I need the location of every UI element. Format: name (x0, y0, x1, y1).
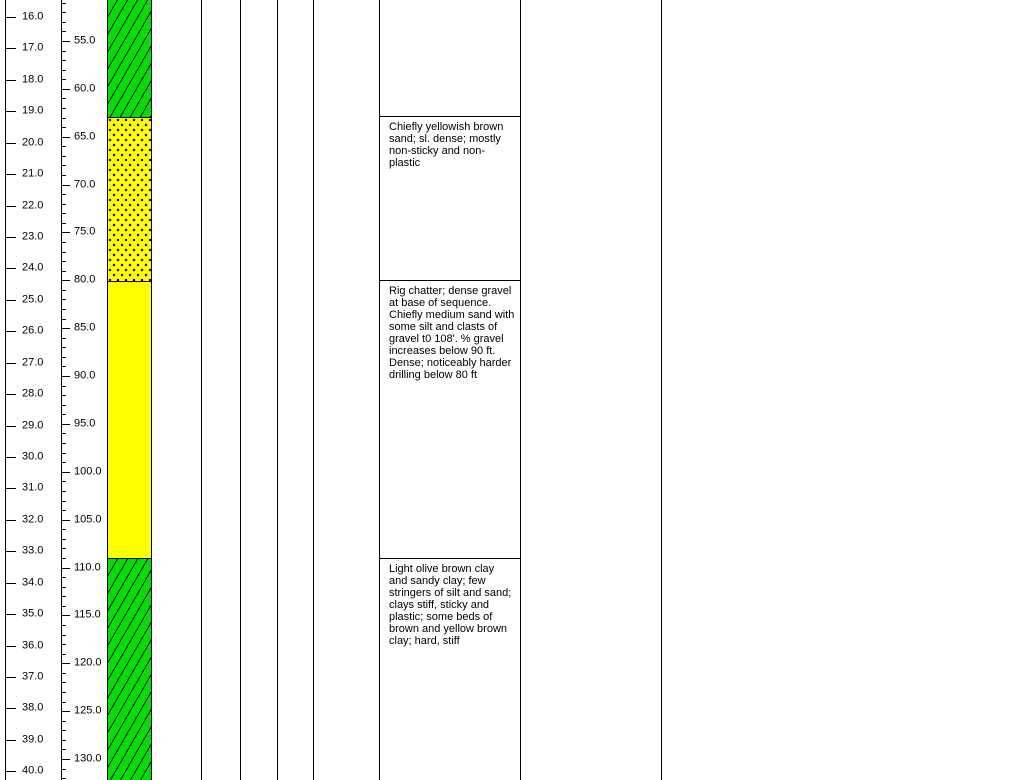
column-divider-line (201, 0, 202, 780)
depth-label-meters: 37.0 (22, 670, 44, 683)
depth-label-feet: 70.0 (74, 178, 96, 191)
lithology-description: Chiefly yellowish brown sand; sl. dense; mostly non-sticky and non-plastic (389, 121, 504, 169)
depth-label-meters: 16.0 (22, 10, 44, 23)
depth-tick-feet-major (61, 759, 70, 760)
depth-tick-meters (5, 143, 16, 144)
depth-tick-feet-minor (61, 156, 66, 157)
depth-tick-feet-major (61, 376, 70, 377)
depth-tick-feet-minor (61, 395, 66, 396)
depth-tick-feet-minor (61, 22, 66, 23)
depth-tick-feet-minor (61, 194, 66, 195)
lithology-segment-clay (108, 0, 151, 117)
depth-label-meters: 40.0 (22, 764, 44, 777)
depth-label-meters: 26.0 (22, 324, 44, 337)
description-box (380, 558, 520, 780)
depth-tick-meters (5, 488, 16, 489)
depth-tick-feet-minor (61, 309, 66, 310)
depth-tick-feet-minor (61, 12, 66, 13)
depth-tick-meters (5, 268, 16, 269)
depth-tick-feet-minor (61, 51, 66, 52)
column-divider-line (277, 0, 278, 780)
depth-tick-feet-minor (61, 462, 66, 463)
depth-tick-feet-minor (61, 79, 66, 80)
depth-tick-feet-minor (61, 357, 66, 358)
lithology-segment-sand (108, 281, 151, 558)
depth-tick-feet-minor (61, 299, 66, 300)
depth-tick-meters (5, 394, 16, 395)
depth-tick-feet-minor (61, 740, 66, 741)
depth-tick-feet-minor (61, 529, 66, 530)
depth-tick-feet-minor (61, 319, 66, 320)
description-box (380, 116, 520, 280)
depth-tick-meters (5, 614, 16, 615)
depth-label-feet: 120.0 (74, 656, 102, 669)
depth-tick-feet-minor (61, 175, 66, 176)
depth-tick-feet-minor (61, 414, 66, 415)
depth-tick-feet-minor (61, 501, 66, 502)
depth-tick-feet-minor (61, 204, 66, 205)
depth-tick-feet-minor (61, 721, 66, 722)
depth-tick-meters (5, 331, 16, 332)
depth-label-feet: 95.0 (74, 417, 96, 430)
depth-tick-feet-minor (61, 548, 66, 549)
depth-tick-feet-minor (61, 146, 66, 147)
depth-label-meters: 39.0 (22, 733, 44, 746)
depth-tick-feet-minor (61, 242, 66, 243)
depth-tick-feet-minor (61, 433, 66, 434)
depth-label-meters: 31.0 (22, 481, 44, 494)
depth-tick-feet-major (61, 663, 70, 664)
depth-tick-feet-major (61, 89, 70, 90)
depth-label-meters: 28.0 (22, 387, 44, 400)
depth-label-meters: 30.0 (22, 450, 44, 463)
depth-label-feet: 115.0 (74, 608, 101, 621)
depth-tick-feet-minor (61, 108, 66, 109)
depth-tick-feet-minor (61, 673, 66, 674)
depth-tick-feet-minor (61, 481, 66, 482)
depth-tick-feet-minor (61, 127, 66, 128)
depth-tick-feet-major (61, 424, 70, 425)
lithology-segment-sand-dotted (108, 117, 151, 281)
lithology-segment-clay (108, 558, 151, 780)
depth-label-feet: 125.0 (74, 704, 102, 717)
depth-label-feet: 100.0 (74, 465, 102, 478)
depth-tick-feet-minor (61, 453, 66, 454)
depth-tick-feet-minor (61, 213, 66, 214)
depth-label-meters: 19.0 (22, 104, 44, 117)
lithology-description: Rig chatter; dense gravel at base of sequence. Chiefly medium sand with some silt and clasts of gravel t0 108'. % gravel increases below 90 ft. Dense; noticeably harder drilling below 80 ft (389, 285, 515, 381)
depth-tick-meters (5, 300, 16, 301)
depth-axis-meters-line (5, 0, 6, 780)
depth-tick-feet-minor (61, 347, 66, 348)
lithology-description: Light olive brown clay and sandy clay; few stringers of silt and sand; clays stiff, sticky and plastic; some beds of brown and yellow brown clay; hard, stiff (389, 563, 512, 647)
depth-label-meters: 18.0 (22, 73, 44, 86)
column-divider-line (240, 0, 241, 780)
depth-tick-feet-minor (61, 271, 66, 272)
depth-tick-feet-minor (61, 338, 66, 339)
depth-tick-meters (5, 206, 16, 207)
depth-tick-feet-minor (61, 539, 66, 540)
depth-tick-meters (5, 646, 16, 647)
depth-label-feet: 85.0 (74, 321, 96, 334)
depth-tick-feet-major (61, 280, 70, 281)
description-column (379, 0, 521, 780)
depth-tick-meters (5, 48, 16, 49)
depth-label-meters: 24.0 (22, 261, 44, 274)
depth-tick-feet-major (61, 615, 70, 616)
depth-label-feet: 75.0 (74, 225, 96, 238)
depth-tick-feet-minor (61, 682, 66, 683)
depth-label-meters: 23.0 (22, 230, 44, 243)
depth-tick-feet-minor (61, 70, 66, 71)
depth-label-meters: 22.0 (22, 199, 44, 212)
depth-tick-feet-minor (61, 118, 66, 119)
depth-tick-meters (5, 80, 16, 81)
depth-tick-meters (5, 426, 16, 427)
depth-tick-feet-minor (61, 702, 66, 703)
depth-tick-feet-major (61, 711, 70, 712)
depth-tick-meters (5, 363, 16, 364)
depth-label-feet: 110.0 (74, 561, 101, 574)
depth-label-feet: 80.0 (74, 273, 96, 286)
depth-tick-feet-major (61, 472, 70, 473)
depth-label-meters: 21.0 (22, 167, 44, 180)
depth-tick-feet-minor (61, 730, 66, 731)
depth-tick-meters (5, 520, 16, 521)
depth-tick-meters (5, 174, 16, 175)
depth-tick-feet-major (61, 328, 70, 329)
description-box (380, 0, 520, 116)
depth-label-meters: 29.0 (22, 419, 44, 432)
depth-tick-feet-minor (61, 405, 66, 406)
depth-tick-feet-minor (61, 625, 66, 626)
depth-tick-feet-minor (61, 386, 66, 387)
depth-label-meters: 27.0 (22, 356, 44, 369)
depth-tick-feet-minor (61, 558, 66, 559)
depth-tick-feet-minor (61, 31, 66, 32)
depth-tick-feet-major (61, 232, 70, 233)
depth-tick-feet-minor (61, 606, 66, 607)
depth-label-feet: 65.0 (74, 130, 96, 143)
depth-tick-feet-minor (61, 261, 66, 262)
depth-tick-feet-minor (61, 778, 66, 779)
depth-tick-feet-minor (61, 510, 66, 511)
depth-tick-feet-minor (61, 290, 66, 291)
depth-label-meters: 17.0 (22, 41, 44, 54)
depth-tick-feet-major (61, 41, 70, 42)
depth-label-meters: 25.0 (22, 293, 44, 306)
depth-tick-feet-minor (61, 749, 66, 750)
depth-tick-meters (5, 583, 16, 584)
depth-tick-feet-minor (61, 443, 66, 444)
depth-tick-feet-minor (61, 223, 66, 224)
depth-label-feet: 105.0 (74, 513, 102, 526)
column-divider-line (661, 0, 662, 780)
depth-tick-meters (5, 740, 16, 741)
depth-label-meters: 34.0 (22, 576, 44, 589)
depth-tick-meters (5, 708, 16, 709)
depth-tick-feet-minor (61, 366, 66, 367)
depth-tick-feet-minor (61, 644, 66, 645)
depth-label-meters: 32.0 (22, 513, 44, 526)
depth-label-feet: 55.0 (74, 34, 96, 47)
depth-label-meters: 35.0 (22, 607, 44, 620)
lithology-column (107, 0, 152, 780)
depth-label-meters: 38.0 (22, 701, 44, 714)
description-box (380, 280, 520, 558)
depth-tick-feet-minor (61, 252, 66, 253)
depth-tick-feet-minor (61, 587, 66, 588)
depth-tick-feet-minor (61, 635, 66, 636)
depth-tick-meters (5, 111, 16, 112)
depth-label-feet: 60.0 (74, 82, 96, 95)
depth-tick-feet-minor (61, 769, 66, 770)
depth-tick-feet-minor (61, 596, 66, 597)
depth-label-meters: 36.0 (22, 639, 44, 652)
depth-label-feet: 130.0 (74, 752, 102, 765)
depth-tick-meters (5, 457, 16, 458)
depth-label-meters: 20.0 (22, 136, 44, 149)
depth-tick-feet-major (61, 137, 70, 138)
depth-tick-feet-major (61, 568, 70, 569)
depth-tick-feet-minor (61, 3, 66, 4)
depth-tick-meters (5, 771, 16, 772)
depth-tick-meters (5, 551, 16, 552)
depth-tick-feet-minor (61, 165, 66, 166)
depth-tick-meters (5, 677, 16, 678)
depth-tick-feet-minor (61, 491, 66, 492)
depth-tick-feet-minor (61, 98, 66, 99)
depth-label-meters: 33.0 (22, 544, 44, 557)
column-divider-line (313, 0, 314, 780)
depth-tick-feet-minor (61, 654, 66, 655)
depth-tick-feet-major (61, 185, 70, 186)
depth-tick-feet-minor (61, 692, 66, 693)
depth-tick-feet-minor (61, 60, 66, 61)
depth-tick-meters (5, 17, 16, 18)
depth-tick-feet-major (61, 520, 70, 521)
depth-tick-meters (5, 237, 16, 238)
depth-label-feet: 90.0 (74, 369, 96, 382)
depth-tick-feet-minor (61, 577, 66, 578)
